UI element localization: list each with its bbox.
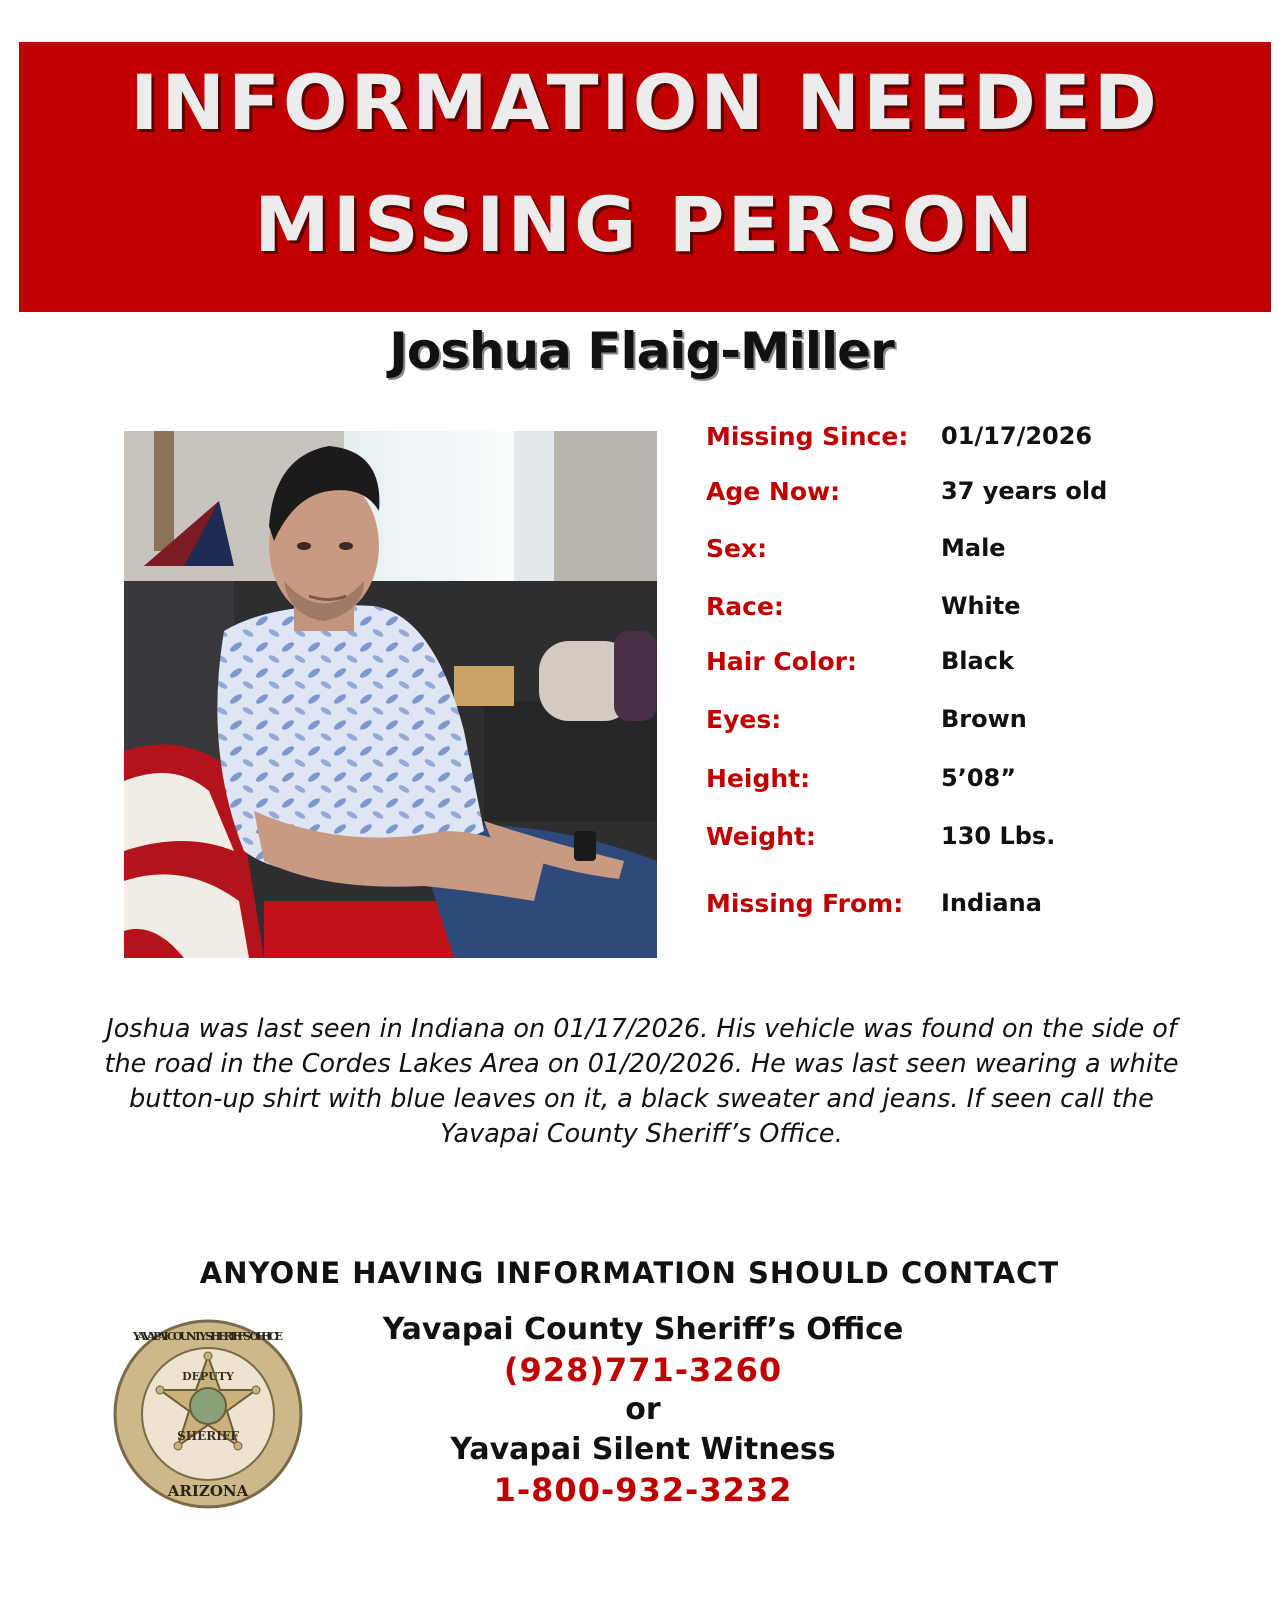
detail-value: 37 years old <box>941 477 1108 505</box>
contact-or: or <box>625 1392 661 1427</box>
seal-top-text: YAVAPAI COUNTY SHERIFF'S OFFICE <box>133 1330 283 1343</box>
contact-agency: Yavapai County Sheriff’s Office <box>382 1312 904 1347</box>
detail-value: Black <box>941 647 1014 675</box>
seal-badge-top-text: DEPUTY <box>182 1370 234 1383</box>
description-line-4: Yavapai County Sheriff’s Office. <box>440 1119 843 1149</box>
detail-label: Height: <box>706 764 811 793</box>
seal-badge-bottom-text: SHERIFF <box>177 1429 239 1443</box>
description-paragraph <box>40 1012 1243 1152</box>
detail-row-weight <box>706 822 1226 862</box>
detail-row-sex <box>706 534 1226 574</box>
description-line-3: button-up shirt with blue leaves on it, a black sweater and jeans. If seen call the <box>129 1084 1154 1114</box>
contact-alt-phone[interactable]: 1-800-932-3232 <box>493 1471 793 1509</box>
detail-label: Eyes: <box>706 705 782 734</box>
person-name: Joshua Flaig-Miller <box>389 322 894 380</box>
detail-value: 5’08” <box>941 764 1016 792</box>
description-line-2: the road in the Cordes Lakes Area on 01/20/2026. He was last seen wearing a white <box>104 1049 1179 1079</box>
photo-illustration <box>124 431 657 958</box>
detail-row-height <box>706 764 1226 804</box>
banner-title-line-1: INFORMATION NEEDED <box>130 58 1160 147</box>
detail-value: Male <box>941 534 1006 562</box>
detail-row-missing-since <box>706 422 1226 462</box>
detail-row-eyes <box>706 705 1226 745</box>
detail-label: Race: <box>706 592 784 621</box>
contact-heading <box>0 1256 1283 1290</box>
detail-label: Hair Color: <box>706 647 857 676</box>
detail-row-hair-color <box>706 647 1226 687</box>
contact-agency-phone[interactable]: (928)771-3260 <box>503 1351 783 1389</box>
detail-value: White <box>941 592 1021 620</box>
description-line-1: Joshua was last seen in Indiana on 01/17/2026. His vehicle was found on the side of <box>106 1014 1177 1044</box>
detail-value: Indiana <box>941 889 1042 917</box>
contact-block <box>330 1310 956 1510</box>
detail-label: Weight: <box>706 822 816 851</box>
person-photo <box>124 431 657 958</box>
header-banner <box>19 42 1271 312</box>
detail-label: Age Now: <box>706 477 841 506</box>
detail-row-race <box>706 592 1226 632</box>
detail-value: 130 Lbs. <box>941 822 1056 850</box>
seal-bottom-text: ARIZONA <box>167 1482 249 1500</box>
detail-value: 01/17/2026 <box>941 422 1093 450</box>
banner-title-line-2: MISSING PERSON <box>254 180 1036 269</box>
detail-row-missing-from <box>706 889 1226 929</box>
detail-value: Brown <box>941 705 1027 733</box>
detail-row-age-now <box>706 477 1226 517</box>
sheriff-badge-icon <box>112 1318 304 1510</box>
detail-label: Sex: <box>706 534 768 563</box>
detail-label: Missing From: <box>706 889 904 918</box>
detail-label: Missing Since: <box>706 422 909 451</box>
contact-alt-agency: Yavapai Silent Witness <box>450 1432 836 1467</box>
contact-heading-text: ANYONE HAVING INFORMATION SHOULD CONTACT <box>199 1256 1060 1290</box>
sheriff-seal-logo <box>112 1318 304 1510</box>
